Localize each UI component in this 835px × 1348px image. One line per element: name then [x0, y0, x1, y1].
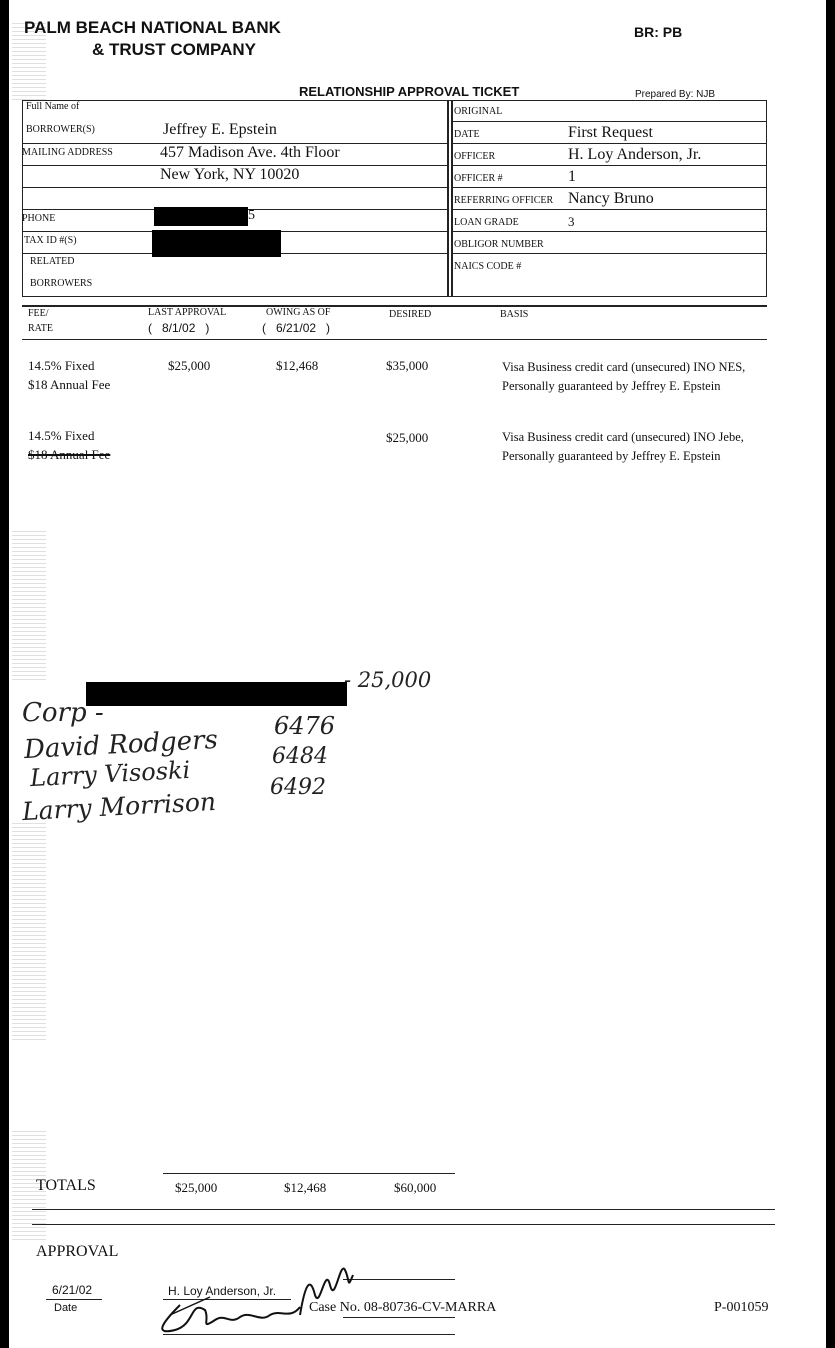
- row-line: [452, 121, 767, 122]
- case-number: Case No. 08-80736-CV-MARRA: [309, 1300, 497, 1315]
- table-header-underline: [22, 339, 767, 340]
- approval-sign-rule: [343, 1279, 455, 1280]
- officer-label: OFFICER: [454, 151, 496, 162]
- row2-basis-line1: Visa Business credit card (unsecured) INO Jebe,: [502, 430, 744, 444]
- row-line: [452, 253, 767, 254]
- scan-noise: [12, 530, 46, 680]
- mailing-address-label: MAILING ADDRESS: [22, 147, 113, 158]
- totals-desired: $60,000: [394, 1180, 437, 1195]
- officer-value: H. Loy Anderson, Jr.: [568, 146, 702, 163]
- row1-fee: $18 Annual Fee: [28, 377, 111, 392]
- branch-code: BR: PB: [634, 24, 683, 40]
- scan-right-edge: [826, 0, 835, 1348]
- prepared-by: Prepared By: NJB: [635, 89, 716, 100]
- row2-rate: 14.5% Fixed: [28, 428, 95, 443]
- date-value: First Request: [568, 124, 653, 141]
- row2-desired: $25,000: [386, 430, 429, 445]
- top-form-box: [22, 100, 767, 297]
- approval-label: APPROVAL: [36, 1243, 119, 1260]
- full-name-label: Full Name of: [26, 101, 80, 112]
- original-label: ORIGINAL: [454, 106, 503, 117]
- table-header-rule: [22, 305, 767, 307]
- row-line: [452, 231, 767, 232]
- handwritten-name: David Rodgers: [23, 724, 219, 766]
- row1-basis-line2: Personally guaranteed by Jeffrey E. Epstein: [502, 379, 721, 393]
- row-line: [452, 209, 767, 210]
- row2-fee-struck: $18 Annual Fee: [28, 447, 111, 462]
- redaction-corp-line: [86, 682, 347, 706]
- last-approval-label: LAST APPROVAL: [148, 307, 227, 318]
- phone-label: PHONE: [22, 213, 56, 224]
- totals-bottom-rule: [32, 1209, 775, 1210]
- borrowers-label: BORROWERS: [30, 278, 93, 289]
- basis-label: BASIS: [500, 309, 529, 320]
- handwritten-number: 6484: [272, 744, 328, 769]
- owing-date-value: 6/21/02: [276, 321, 317, 335]
- approval-sign-rule: [343, 1317, 455, 1318]
- box-divider: [451, 100, 453, 297]
- row2-basis-line2: Personally guaranteed by Jeffrey E. Epstein: [502, 449, 721, 463]
- obligor-number-label: OBLIGOR NUMBER: [454, 239, 544, 250]
- row1-rate: 14.5% Fixed: [28, 358, 95, 373]
- totals-label: TOTALS: [36, 1177, 96, 1194]
- row1-last-approval: $25,000: [168, 358, 211, 373]
- officer-number-value: 1: [568, 168, 576, 185]
- last-approval-date-value: 8/1/02: [162, 321, 196, 335]
- row1-owing: $12,468: [276, 358, 319, 373]
- bank-name-line1: PALM BEACH NATIONAL BANK: [24, 18, 281, 37]
- bates-page-id: P-001059: [714, 1300, 769, 1315]
- approval-date-caption: Date: [54, 1302, 78, 1314]
- row-line: [22, 187, 447, 188]
- handwritten-number: 6492: [270, 775, 326, 800]
- officer-signature: [150, 1285, 310, 1340]
- redaction-phone: [154, 207, 248, 226]
- redaction-tax-id: [152, 230, 281, 257]
- handwritten-corp: Corp -: [22, 698, 104, 728]
- phone-tail-digit: 5: [248, 208, 255, 223]
- totals-owing: $12,468: [284, 1180, 327, 1195]
- row-line: [452, 143, 767, 144]
- approval-officer-name: H. Loy Anderson, Jr.: [168, 1284, 277, 1298]
- naics-code-label: NAICS CODE #: [454, 261, 522, 272]
- related-label: RELATED: [30, 256, 75, 267]
- row-line: [452, 165, 767, 166]
- desired-label: DESIRED: [389, 309, 432, 320]
- loan-grade-value: 3: [568, 214, 575, 229]
- bank-name-line2: & TRUST COMPANY: [92, 40, 257, 59]
- scan-left-edge: [0, 0, 9, 1348]
- approval-date: 6/21/02: [52, 1283, 93, 1297]
- date-label: DATE: [454, 129, 480, 140]
- address-line1: 457 Madison Ave. 4th Floor: [160, 144, 340, 161]
- handwritten-amount: - 25,000: [344, 668, 432, 692]
- scan-noise: [12, 820, 46, 1040]
- totals-last-approval: $25,000: [175, 1180, 218, 1195]
- last-approval-date: ( 8/1/02 ): [148, 321, 210, 335]
- borrower-label: BORROWER(S): [26, 124, 95, 135]
- loan-grade-label: LOAN GRADE: [454, 217, 519, 228]
- rate-label: RATE: [28, 323, 53, 334]
- row-line: [452, 187, 767, 188]
- row1-desired: $35,000: [386, 358, 429, 373]
- owing-date: ( 6/21/02 ): [262, 321, 331, 335]
- handwritten-number: 6476: [274, 712, 336, 740]
- totals-bottom-rule: [32, 1224, 775, 1225]
- borrower-value: Jeffrey E. Epstein: [163, 121, 277, 138]
- box-divider: [447, 100, 449, 297]
- tax-id-label: TAX ID #(S): [24, 235, 77, 246]
- row1-basis-line1: Visa Business credit card (unsecured) INO NES,: [502, 360, 746, 374]
- referring-officer-label: REFERRING OFFICER: [454, 195, 554, 206]
- handwritten-name: Larry Morrison: [21, 786, 217, 827]
- form-title: RELATIONSHIP APPROVAL TICKET: [299, 84, 520, 99]
- approval-date-rule: [46, 1299, 102, 1300]
- totals-rule: [163, 1173, 455, 1174]
- referring-officer-value: Nancy Bruno: [568, 190, 654, 207]
- fee-label: FEE/: [28, 308, 49, 319]
- owing-label: OWING AS OF: [266, 307, 331, 318]
- handwritten-name: Larry Visoski: [29, 755, 191, 793]
- officer-number-label: OFFICER #: [454, 173, 503, 184]
- address-line2: New York, NY 10020: [160, 166, 300, 183]
